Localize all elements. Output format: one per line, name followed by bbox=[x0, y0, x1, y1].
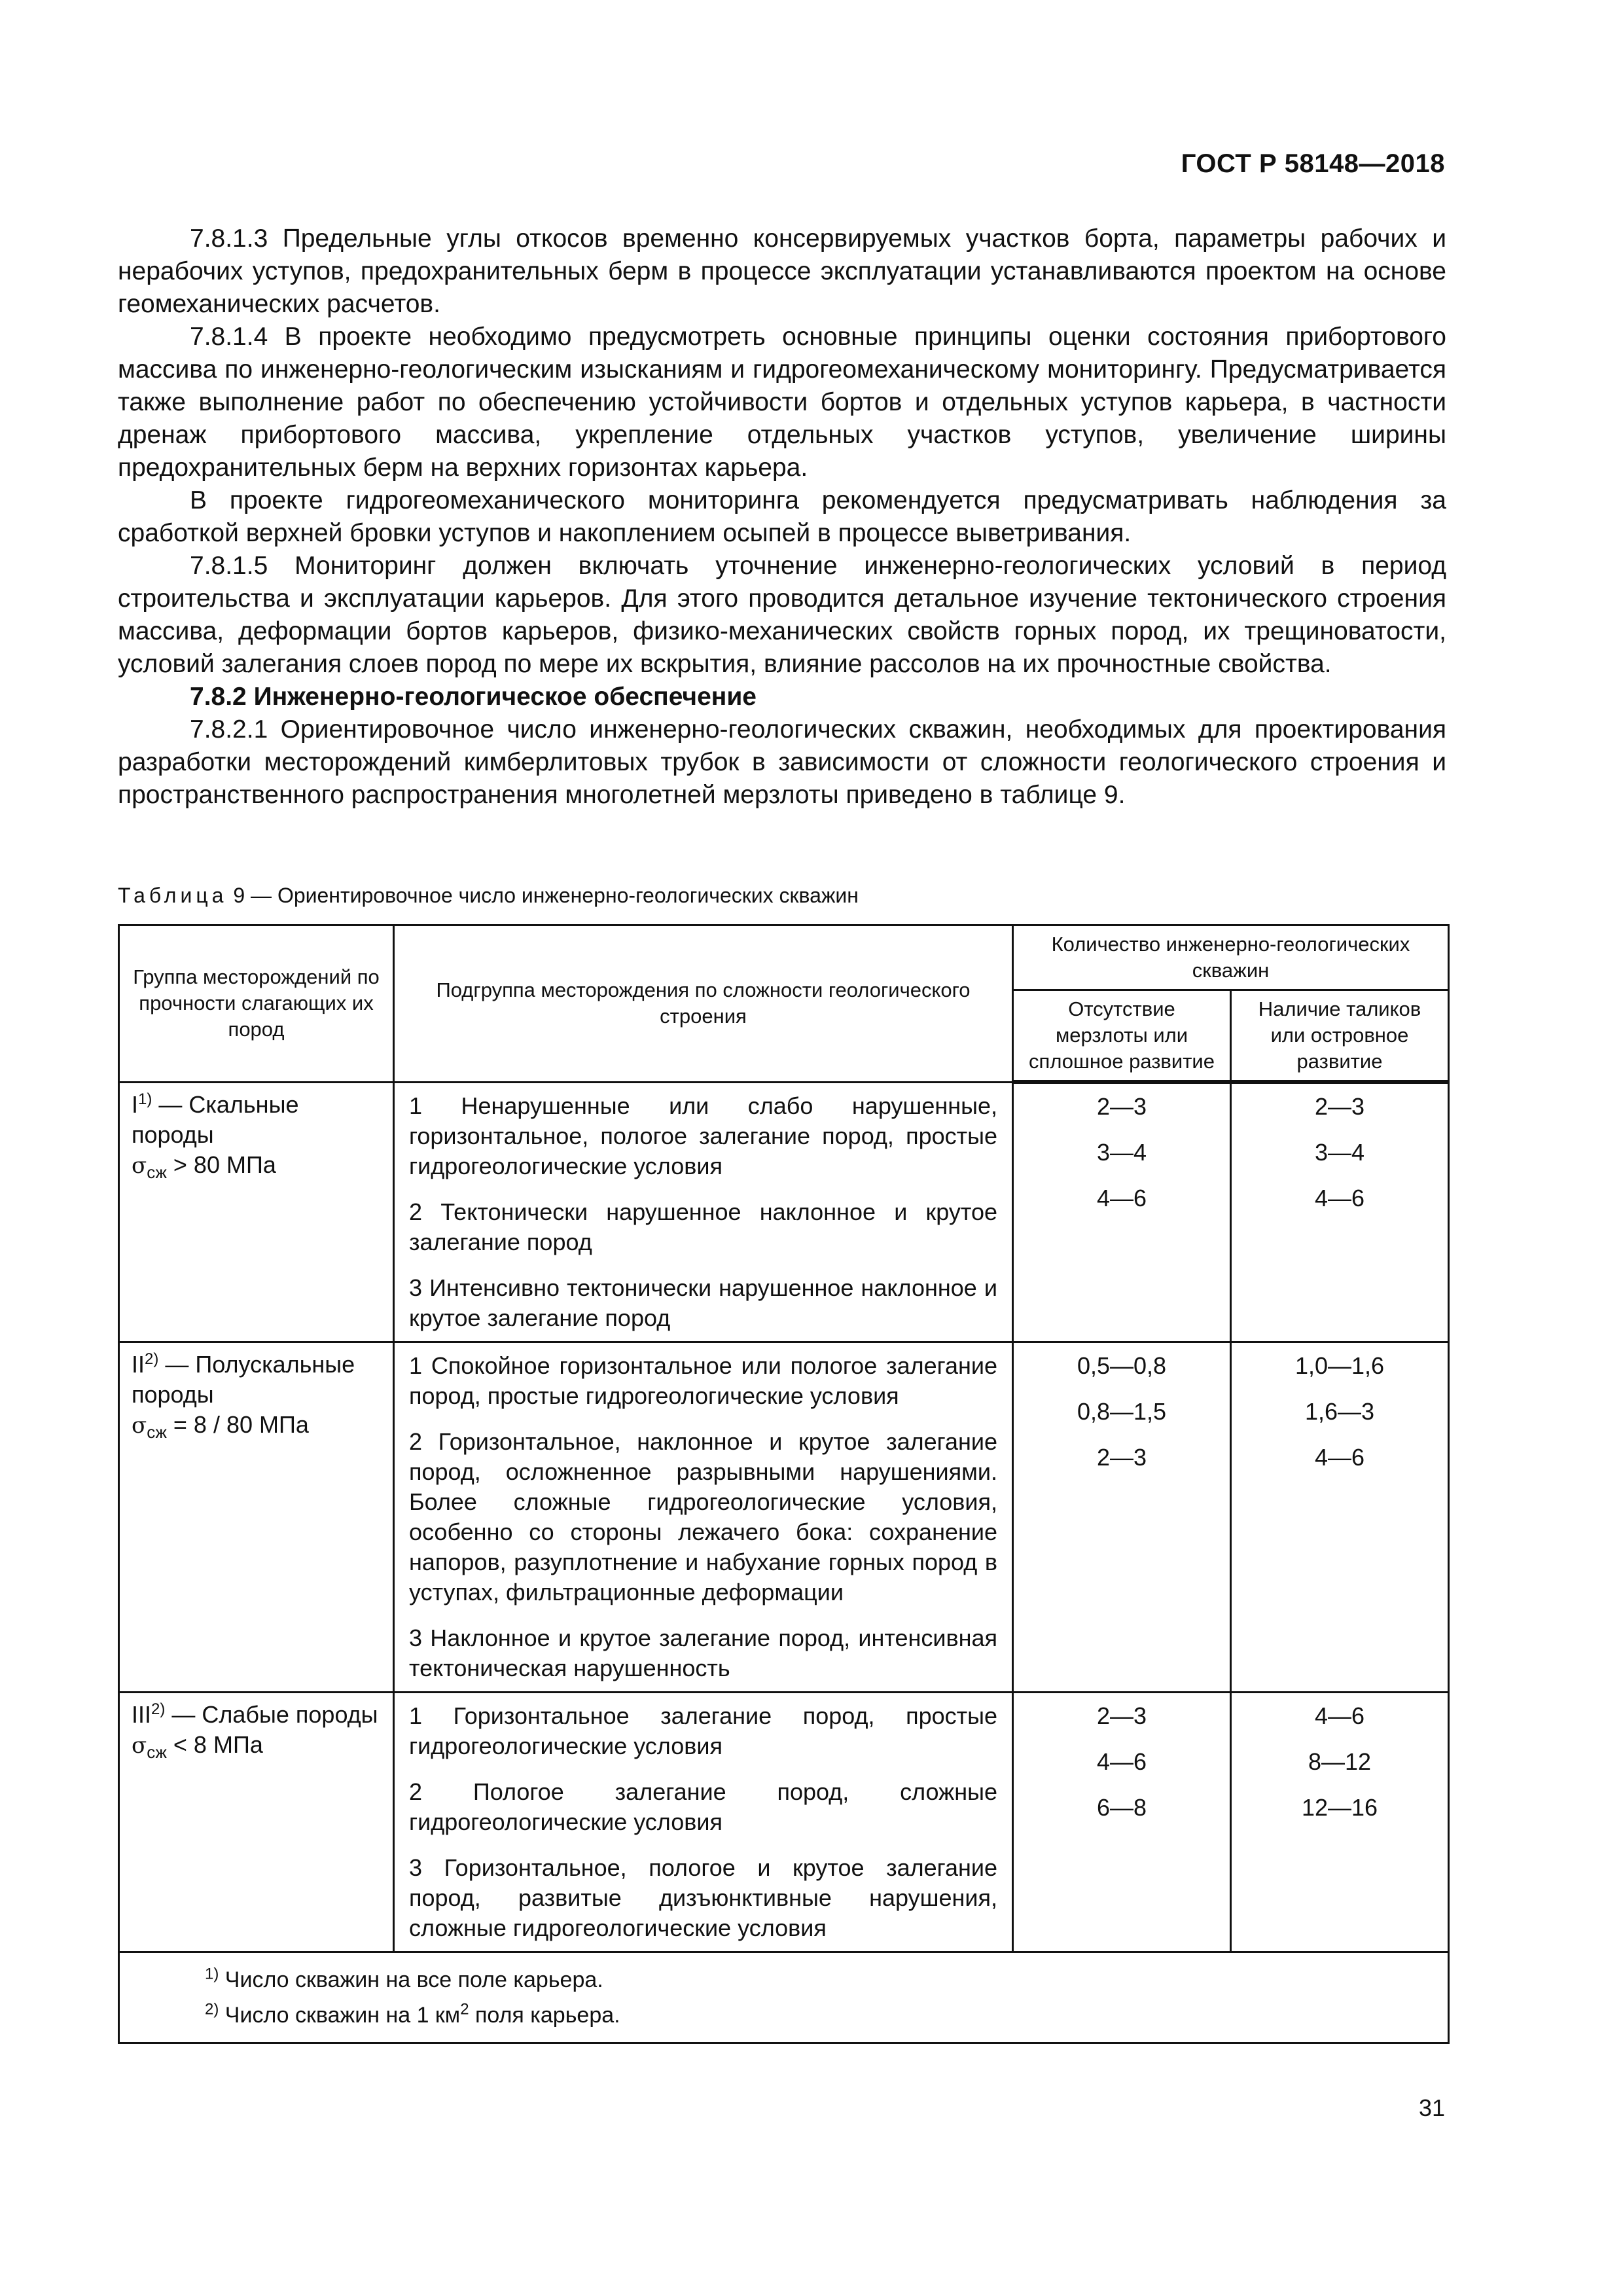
subgroup-item bbox=[395, 1265, 1012, 1341]
group-name: — Слабые породы bbox=[165, 1700, 378, 1728]
document-id-header: ГОСТ Р 58148—2018 bbox=[1181, 149, 1445, 178]
sigma-symbol: σ bbox=[132, 1152, 147, 1179]
count-value-a: 6—8 bbox=[1096, 1793, 1147, 1821]
group-note-ref: 1) bbox=[138, 1090, 152, 1108]
count-value-b: 12—16 bbox=[1301, 1793, 1378, 1821]
count-value-a: 0,5—0,8 bbox=[1077, 1352, 1167, 1379]
section-heading-7-8-2: 7.8.2 Инженерно-геологическое обеспечение bbox=[190, 683, 757, 711]
group-cell bbox=[119, 1082, 394, 1342]
subgroup-cell bbox=[394, 1342, 1013, 1692]
table-caption bbox=[118, 882, 859, 908]
count-no-permafrost-cell bbox=[1013, 1082, 1231, 1342]
subgroup-list bbox=[395, 1693, 1012, 1951]
count-list-a bbox=[1014, 1343, 1230, 1480]
count-taliks-cell bbox=[1231, 1692, 1449, 1952]
group-name: — Полускальные породы bbox=[132, 1350, 355, 1408]
subgroup-description: 1 Горизонтальное залегание пород, простые гидрогеологические условия bbox=[409, 1702, 997, 1759]
count-no-permafrost-cell bbox=[1013, 1342, 1231, 1692]
count-list-b bbox=[1232, 1343, 1448, 1480]
paragraph-7-8-2-1: 7.8.2.1 Ориентировочное число инженерно-геологических скважин, необходимых для проектирования разработки месторождений кимберлитовых трубок в зависимости от сложности геологического строения и пространственного распространения многолетней мерзлоты приведено в таблице 9. bbox=[118, 715, 1446, 809]
sigma-symbol: σ bbox=[132, 1412, 147, 1439]
group-cell bbox=[119, 1342, 394, 1692]
body-text bbox=[118, 223, 1446, 812]
subgroup-item bbox=[395, 1083, 1012, 1189]
table-caption-title: — Ориентировочное число инженерно-геологических скважин bbox=[251, 884, 859, 907]
subgroup-item bbox=[395, 1693, 1012, 1769]
sigma-symbol: σ bbox=[132, 1732, 147, 1759]
count-value-a: 2—3 bbox=[1096, 1443, 1147, 1471]
group-name: — Скальные породы bbox=[132, 1090, 299, 1148]
table-row bbox=[119, 1692, 1449, 1952]
subgroup-list bbox=[395, 1343, 1012, 1691]
paragraph-monitoring-project: В проекте гидрогеомеханического мониторинга рекомендуется предусматривать наблюдения за сработкой верхней бровки уступов и накоплением осыпей в процессе выветривания. bbox=[118, 486, 1446, 547]
count-value-b: 4—6 bbox=[1314, 1443, 1365, 1471]
table-caption-number: 9 bbox=[233, 884, 245, 907]
subgroup-description: 1 Ненарушенные или слабо нарушенные, горизонтальное, пологое залегание пород, простые гидрогеологические условия bbox=[409, 1092, 997, 1179]
header-group: Группа месторождений по прочности слагающих их пород bbox=[119, 925, 394, 1083]
subgroup-cell bbox=[394, 1082, 1013, 1342]
footnote-1-text: Число скважин на все поле карьера. bbox=[219, 1967, 603, 1992]
subgroup-item bbox=[395, 1615, 1012, 1691]
footnote-2-mark: 2) bbox=[205, 2000, 219, 2018]
count-list-a bbox=[1014, 1693, 1230, 1831]
count-taliks-cell bbox=[1231, 1082, 1449, 1342]
subgroup-description: 3 Интенсивно тектонически нарушенное наклонное и крутое залегание пород bbox=[409, 1274, 997, 1331]
count-list-b bbox=[1232, 1693, 1448, 1831]
subgroup-description: 2 Горизонтальное, наклонное и крутое залегание пород, осложненное разрывными нарушениями. Более сложные гидрогеологические условия, особенно со стороны лежачего бока: сохранение напоров, разуплотнение и набухание горных пород в уступах, фильтрационные деформации bbox=[409, 1427, 997, 1605]
table-footnotes bbox=[119, 1952, 1449, 2043]
subgroup-item bbox=[395, 1343, 1012, 1419]
footnote-1 bbox=[205, 1962, 1436, 1998]
group-roman: III bbox=[132, 1700, 152, 1728]
group-roman: II bbox=[132, 1350, 145, 1378]
subgroup-description: 3 Наклонное и крутое залегание пород, интенсивная тектоническая нарушенность bbox=[409, 1624, 997, 1681]
subgroup-item bbox=[395, 1769, 1012, 1845]
count-value-a: 2—3 bbox=[1096, 1093, 1147, 1120]
subgroup-description: 2 Пологое залегание пород, сложные гидрогеологические условия bbox=[409, 1778, 997, 1835]
subgroup-description: 2 Тектонически нарушенное наклонное и крутое залегание пород bbox=[409, 1198, 997, 1255]
count-value-b: 1,6—3 bbox=[1304, 1397, 1375, 1425]
group-strength-condition: < 8 МПа bbox=[166, 1731, 263, 1758]
group-strength-condition: = 8 / 80 МПа bbox=[166, 1410, 309, 1438]
footnote-2-tail: поля карьера. bbox=[469, 2002, 620, 2028]
header-subgroup: Подгруппа месторождения по сложности геологического строения bbox=[394, 925, 1013, 1083]
group-note-ref: 2) bbox=[145, 1350, 159, 1368]
footnote-1-mark: 1) bbox=[205, 1965, 219, 1983]
header-count-no-permafrost: Отсутствие мерзлоты или сплошное развитие bbox=[1013, 990, 1231, 1083]
count-value-a: 2—3 bbox=[1096, 1702, 1147, 1729]
footnote-2 bbox=[205, 1998, 1436, 2033]
table-9 bbox=[118, 924, 1450, 2044]
count-value-a: 3—4 bbox=[1096, 1139, 1147, 1166]
group-note-ref: 2) bbox=[151, 1700, 166, 1718]
table-caption-prefix: Таблица bbox=[118, 884, 228, 907]
sigma-subscript: сж bbox=[147, 1422, 167, 1442]
subgroup-item bbox=[395, 1189, 1012, 1265]
count-taliks-cell bbox=[1231, 1342, 1449, 1692]
paragraph-7-8-1-4: 7.8.1.4 В проекте необходимо предусмотреть основные принципы оценки состояния прибортового массива по инженерно-геологическим изысканиям и гидрогеомеханическому мониторингу. Предусматривается также выполнение работ по обеспечению устойчивости бортов и отдельных уступов карьера, в частности дренаж прибортового массива, укрепление отдельных участков уступов, увеличение ширины предохранительных берм на верхних горизонтах карьера. bbox=[118, 323, 1446, 482]
count-list-b bbox=[1232, 1084, 1448, 1221]
paragraph-7-8-1-3: 7.8.1.3 Предельные углы откосов временно консервируемых участков борта, параметры рабочих и нерабочих уступов, предохранительных берм в процессе эксплуатации устанавливаются проектом на основе геомеханических расчетов. bbox=[118, 224, 1446, 318]
header-count-taliks: Наличие таликов или островное развитие bbox=[1231, 990, 1449, 1083]
header-count: Количество инженерно-геологических скважин bbox=[1013, 925, 1449, 990]
table-row bbox=[119, 1082, 1449, 1342]
subgroup-description: 3 Горизонтальное, пологое и крутое залегание пород, развитые дизъюнктивные нарушения, сложные гидрогеологические условия bbox=[409, 1854, 997, 1941]
group-strength-condition: > 80 МПа bbox=[166, 1151, 276, 1178]
subgroup-description: 1 Спокойное горизонтальное или пологое залегание пород, простые гидрогеологические условия bbox=[409, 1352, 997, 1409]
count-value-b: 2—3 bbox=[1314, 1093, 1365, 1120]
count-value-b: 4—6 bbox=[1314, 1702, 1365, 1729]
count-list-a bbox=[1014, 1084, 1230, 1221]
count-value-b: 1,0—1,6 bbox=[1294, 1352, 1385, 1379]
count-value-b: 3—4 bbox=[1314, 1139, 1365, 1166]
count-value-b: 8—12 bbox=[1308, 1748, 1372, 1775]
page-number: 31 bbox=[1418, 2094, 1445, 2121]
count-value-a: 4—6 bbox=[1096, 1748, 1147, 1775]
sigma-subscript: сж bbox=[147, 1742, 167, 1762]
count-value-a: 0,8—1,5 bbox=[1077, 1397, 1167, 1425]
subgroup-item bbox=[395, 1845, 1012, 1951]
subgroup-item bbox=[395, 1419, 1012, 1615]
paragraph-7-8-1-5: 7.8.1.5 Мониторинг должен включать уточнение инженерно-геологических условий в период строительства и эксплуатации карьеров. Для этого проводится детальное изучение тектонического строения массива, деформации бортов карьеров, физико-механических свойств горных пород, их трещиноватости, условий залегания слоев пород по мере их вскрытия, влияние рассолов на их прочностные свойства. bbox=[118, 552, 1446, 678]
count-value-b: 4—6 bbox=[1314, 1185, 1365, 1211]
group-roman: I bbox=[132, 1090, 139, 1118]
footnote-2-text: Число скважин на 1 км bbox=[219, 2002, 461, 2028]
group-cell bbox=[119, 1692, 394, 1952]
subgroup-cell bbox=[394, 1692, 1013, 1952]
subgroup-list bbox=[395, 1083, 1012, 1341]
table-row bbox=[119, 1342, 1449, 1692]
count-no-permafrost-cell bbox=[1013, 1692, 1231, 1952]
footnote-2-superscript: 2 bbox=[460, 2000, 469, 2018]
count-value-a: 4—6 bbox=[1096, 1185, 1147, 1211]
sigma-subscript: сж bbox=[147, 1162, 167, 1182]
